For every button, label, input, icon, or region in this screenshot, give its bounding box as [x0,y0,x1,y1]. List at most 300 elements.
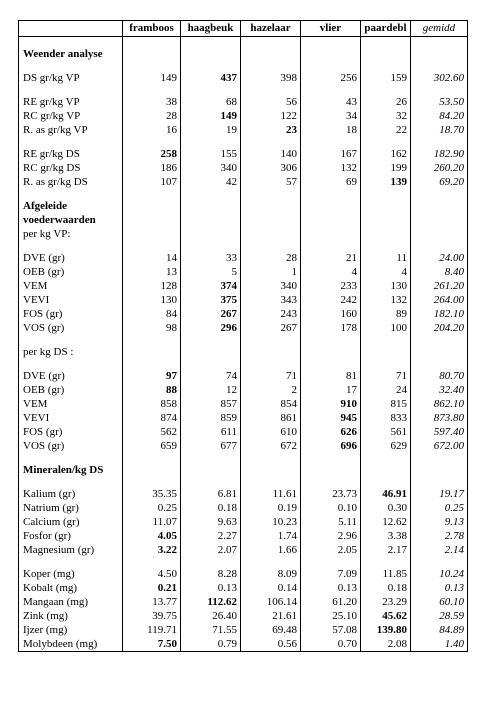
value-cell: 16 [123,123,181,137]
table-row [19,95,468,109]
document-page [18,20,468,652]
empty-cell [181,359,241,369]
table-row [19,623,468,637]
value-cell: 4 [361,265,411,279]
value-cell: 155 [181,147,241,161]
empty-cell [241,345,301,359]
value-cell: 149 [181,109,241,123]
value-cell: 23.29 [361,595,411,609]
value-cell: 696 [301,439,361,453]
empty-cell [123,227,181,241]
header-paardebl: paardebl [361,21,411,37]
empty-cell [241,335,301,345]
empty-cell [123,557,181,567]
value-cell: 106.14 [241,595,301,609]
value-cell: 68 [181,95,241,109]
empty-cell [411,557,468,567]
average-cell: 24.00 [411,251,468,265]
empty-cell [123,477,181,487]
average-cell: 261.20 [411,279,468,293]
header-gemidd: gemidd [411,21,468,37]
value-cell: 100 [361,321,411,335]
empty-cell [301,557,361,567]
empty-cell [361,47,411,61]
subheading-row [19,227,468,241]
empty-cell [301,85,361,95]
value-cell: 243 [241,307,301,321]
value-cell: 0.30 [361,501,411,515]
value-cell: 122 [241,109,301,123]
value-cell: 21.61 [241,609,301,623]
average-cell: 182.90 [411,147,468,161]
value-cell: 11.07 [123,515,181,529]
empty-cell [123,463,181,477]
value-cell: 88 [123,383,181,397]
header-vlier: vlier [301,21,361,37]
table-row [19,581,468,595]
value-cell: 9.63 [181,515,241,529]
row-label: RC gr/kg VP [19,109,123,123]
value-cell: 2.07 [181,543,241,557]
empty-cell [123,137,181,147]
empty-cell [123,241,181,251]
value-cell: 61.20 [301,595,361,609]
value-cell: 0.18 [361,581,411,595]
value-cell: 43 [301,95,361,109]
value-cell: 19 [181,123,241,137]
average-cell: 862.10 [411,397,468,411]
empty-cell [361,37,411,48]
row-label: RE gr/kg VP [19,95,123,109]
value-cell: 1.66 [241,543,301,557]
empty-cell [19,189,123,199]
value-cell: 4 [301,265,361,279]
value-cell: 178 [301,321,361,335]
empty-cell [301,189,361,199]
empty-cell [241,85,301,95]
empty-cell [181,47,241,61]
value-cell: 11.85 [361,567,411,581]
section-heading-row [19,47,468,61]
row-label: Ijzer (mg) [19,623,123,637]
row-label: RC gr/kg DS [19,161,123,175]
empty-cell [361,335,411,345]
value-cell: 56 [241,95,301,109]
row-label: VOS (gr) [19,439,123,453]
value-cell: 910 [301,397,361,411]
value-cell: 4.50 [123,567,181,581]
empty-cell [181,189,241,199]
table-row [19,71,468,85]
value-cell: 74 [181,369,241,383]
value-cell: 858 [123,397,181,411]
average-cell: 8.40 [411,265,468,279]
value-cell: 659 [123,439,181,453]
value-cell: 2.96 [301,529,361,543]
empty-cell [241,61,301,71]
section-heading-row [19,213,468,227]
value-cell: 340 [181,161,241,175]
average-cell: 28.59 [411,609,468,623]
value-cell: 0.10 [301,501,361,515]
value-cell: 2.17 [361,543,411,557]
empty-cell [181,213,241,227]
average-cell: 302.60 [411,71,468,85]
table-row [19,147,468,161]
value-cell: 162 [361,147,411,161]
value-cell: 233 [301,279,361,293]
value-cell: 672 [241,439,301,453]
empty-cell [19,557,123,567]
value-cell: 130 [361,279,411,293]
average-cell: 264.00 [411,293,468,307]
value-cell: 375 [181,293,241,307]
empty-cell [123,37,181,48]
spacer-row [19,37,468,48]
value-cell: 42 [181,175,241,189]
table-row [19,321,468,335]
header-haagbeuk: haagbeuk [181,21,241,37]
empty-cell [301,47,361,61]
value-cell: 256 [301,71,361,85]
value-cell: 69 [301,175,361,189]
empty-cell [123,61,181,71]
value-cell: 0.13 [301,581,361,595]
table-row [19,265,468,279]
value-cell: 0.13 [181,581,241,595]
row-label: Kalium (gr) [19,487,123,501]
spacer-row [19,241,468,251]
average-cell: 260.20 [411,161,468,175]
value-cell: 12.62 [361,515,411,529]
average-cell: 597.40 [411,425,468,439]
value-cell: 159 [361,71,411,85]
value-cell: 296 [181,321,241,335]
average-cell: 32.40 [411,383,468,397]
value-cell: 167 [301,147,361,161]
value-cell: 98 [123,321,181,335]
row-label: Natrium (gr) [19,501,123,515]
value-cell: 0.14 [241,581,301,595]
value-cell: 343 [241,293,301,307]
value-cell: 2.27 [181,529,241,543]
value-cell: 160 [301,307,361,321]
empty-cell [19,359,123,369]
empty-cell [411,199,468,213]
empty-cell [411,453,468,463]
empty-cell [361,345,411,359]
empty-cell [181,335,241,345]
value-cell: 34 [301,109,361,123]
row-label: Magnesium (gr) [19,543,123,557]
value-cell: 8.28 [181,567,241,581]
empty-cell [241,477,301,487]
spacer-row [19,85,468,95]
empty-cell [411,359,468,369]
row-label: Calcium (gr) [19,515,123,529]
empty-cell [181,37,241,48]
row-label: OEB (gr) [19,265,123,279]
value-cell: 815 [361,397,411,411]
value-cell: 2.05 [301,543,361,557]
empty-cell [19,137,123,147]
value-cell: 33 [181,251,241,265]
value-cell: 35.35 [123,487,181,501]
value-cell: 3.22 [123,543,181,557]
empty-cell [19,453,123,463]
value-cell: 71.55 [181,623,241,637]
empty-cell [301,227,361,241]
value-cell: 140 [241,147,301,161]
empty-cell [181,227,241,241]
value-cell: 874 [123,411,181,425]
value-cell: 12 [181,383,241,397]
average-cell: 18.70 [411,123,468,137]
empty-cell [411,37,468,48]
table-row [19,529,468,543]
empty-cell [301,213,361,227]
empty-cell [361,227,411,241]
row-label: VEM [19,397,123,411]
empty-cell [301,61,361,71]
empty-cell [241,189,301,199]
empty-cell [19,477,123,487]
spacer-row [19,557,468,567]
value-cell: 84 [123,307,181,321]
header-hazelaar: hazelaar [241,21,301,37]
value-cell: 14 [123,251,181,265]
nutrient-table [18,20,468,652]
row-label: VEVI [19,411,123,425]
empty-cell [181,477,241,487]
empty-cell [123,213,181,227]
empty-cell [181,61,241,71]
empty-cell [361,189,411,199]
section-heading: Weender analyse [19,47,123,61]
empty-cell [301,37,361,48]
value-cell: 267 [181,307,241,321]
table-row [19,439,468,453]
value-cell: 1 [241,265,301,279]
empty-cell [123,453,181,463]
value-cell: 139 [361,175,411,189]
table-row [19,425,468,439]
empty-cell [241,463,301,477]
value-cell: 374 [181,279,241,293]
value-cell: 2.08 [361,637,411,652]
value-cell: 857 [181,397,241,411]
value-cell: 0.56 [241,637,301,652]
row-label: OEB (gr) [19,383,123,397]
spacer-row [19,137,468,147]
table-row [19,383,468,397]
header-label-column [19,21,123,37]
table-row [19,251,468,265]
empty-cell [301,359,361,369]
value-cell: 629 [361,439,411,453]
value-cell: 57.08 [301,623,361,637]
table-row [19,543,468,557]
table-row [19,487,468,501]
value-cell: 128 [123,279,181,293]
value-cell: 7.09 [301,567,361,581]
empty-cell [181,241,241,251]
subheading: per kg VP: [19,227,123,241]
value-cell: 89 [361,307,411,321]
empty-cell [241,227,301,241]
empty-cell [241,47,301,61]
value-cell: 0.79 [181,637,241,652]
empty-cell [241,557,301,567]
empty-cell [411,241,468,251]
value-cell: 119.71 [123,623,181,637]
value-cell: 2 [241,383,301,397]
empty-cell [361,241,411,251]
value-cell: 23 [241,123,301,137]
subheading-row [19,345,468,359]
row-label: DVE (gr) [19,369,123,383]
empty-cell [241,453,301,463]
section-heading: Afgeleide [19,199,123,213]
empty-cell [181,199,241,213]
value-cell: 132 [361,293,411,307]
subheading: per kg DS : [19,345,123,359]
value-cell: 112.62 [181,595,241,609]
empty-cell [19,37,123,48]
value-cell: 562 [123,425,181,439]
average-cell: 9.13 [411,515,468,529]
empty-cell [411,137,468,147]
empty-cell [361,557,411,567]
empty-cell [301,463,361,477]
empty-cell [181,463,241,477]
empty-cell [301,453,361,463]
empty-cell [301,345,361,359]
empty-cell [123,335,181,345]
average-cell: 84.89 [411,623,468,637]
value-cell: 611 [181,425,241,439]
spacer-row [19,453,468,463]
empty-cell [411,61,468,71]
table-row [19,567,468,581]
empty-cell [301,241,361,251]
table-row [19,307,468,321]
value-cell: 130 [123,293,181,307]
empty-cell [361,85,411,95]
value-cell: 242 [301,293,361,307]
value-cell: 22 [361,123,411,137]
average-cell: 0.25 [411,501,468,515]
value-cell: 13.77 [123,595,181,609]
row-label: Fosfor (gr) [19,529,123,543]
value-cell: 39.75 [123,609,181,623]
value-cell: 859 [181,411,241,425]
value-cell: 8.09 [241,567,301,581]
value-cell: 0.19 [241,501,301,515]
empty-cell [361,453,411,463]
value-cell: 25.10 [301,609,361,623]
value-cell: 306 [241,161,301,175]
average-cell: 60.10 [411,595,468,609]
value-cell: 28 [241,251,301,265]
value-cell: 132 [301,161,361,175]
value-cell: 23.73 [301,487,361,501]
average-cell: 182.10 [411,307,468,321]
spacer-row [19,61,468,71]
value-cell: 677 [181,439,241,453]
empty-cell [181,557,241,567]
average-cell: 2.78 [411,529,468,543]
average-cell: 53.50 [411,95,468,109]
section-heading-row [19,463,468,477]
value-cell: 626 [301,425,361,439]
value-cell: 18 [301,123,361,137]
value-cell: 149 [123,71,181,85]
average-cell: 19.17 [411,487,468,501]
value-cell: 13 [123,265,181,279]
value-cell: 186 [123,161,181,175]
value-cell: 0.18 [181,501,241,515]
empty-cell [241,199,301,213]
table-row [19,637,468,652]
value-cell: 26 [361,95,411,109]
empty-cell [361,463,411,477]
value-cell: 69.48 [241,623,301,637]
value-cell: 0.25 [123,501,181,515]
empty-cell [181,85,241,95]
empty-cell [301,477,361,487]
empty-cell [361,477,411,487]
empty-cell [411,189,468,199]
empty-cell [301,199,361,213]
header-row [19,21,468,37]
spacer-row [19,359,468,369]
table-row [19,411,468,425]
table-row [19,123,468,137]
row-label: DS gr/kg VP [19,71,123,85]
row-label: VEM [19,279,123,293]
empty-cell [361,213,411,227]
table-body [19,37,468,652]
empty-cell [411,477,468,487]
spacer-row [19,189,468,199]
value-cell: 258 [123,147,181,161]
table-row [19,501,468,515]
table-row [19,293,468,307]
value-cell: 24 [361,383,411,397]
value-cell: 340 [241,279,301,293]
row-label: FOS (gr) [19,425,123,439]
value-cell: 437 [181,71,241,85]
value-cell: 11 [361,251,411,265]
row-label: Koper (mg) [19,567,123,581]
empty-cell [411,345,468,359]
empty-cell [411,463,468,477]
table-row [19,515,468,529]
empty-cell [19,335,123,345]
empty-cell [123,47,181,61]
row-label: Zink (mg) [19,609,123,623]
average-cell: 69.20 [411,175,468,189]
value-cell: 107 [123,175,181,189]
average-cell: 84.20 [411,109,468,123]
row-label: RE gr/kg DS [19,147,123,161]
empty-cell [123,345,181,359]
empty-cell [361,359,411,369]
row-label: FOS (gr) [19,307,123,321]
empty-cell [123,85,181,95]
section-heading: voederwaarden [19,213,123,227]
